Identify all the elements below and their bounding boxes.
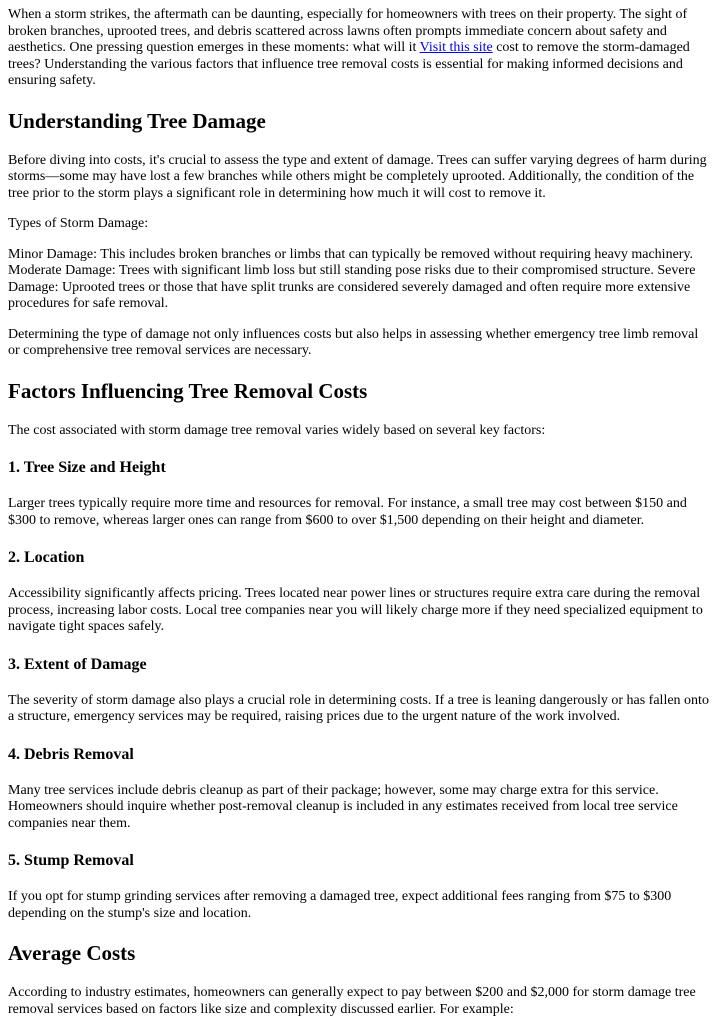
intro-text-start: When a storm strikes, the aftermath can be daunting, especially for homeowners with trees on their property. The sight of broken branches, uprooted trees, and debris scattered across lawns often prompts immediate concern about safety and aesthetics. One pressing question emerges in these moments: what will it <box>8 7 688 55</box>
factor-heading-extent: 3. Extent of Damage <box>8 655 147 673</box>
section-heading-tree-damage: Understanding Tree Damage <box>8 108 266 133</box>
section-heading-average-costs: Average Costs <box>8 941 136 965</box>
paragraph-cost-factors-intro: The cost associated with storm damage tree removal varies widely based on several key factors: <box>8 422 546 438</box>
factor-heading-debris: 4. Debris Removal <box>8 745 134 763</box>
factor-heading-stump: 5. Stump Removal <box>8 852 134 869</box>
factor-text-location: Accessibility significantly affects pricing. Trees located near power lines or structures require extra care during the removal process, increasing labor costs. Local tree companies near you will likely charge more if they need specialized equipment to navigate tight spaces safely. <box>8 586 703 634</box>
paragraph-assess-damage: Before diving into costs, it's crucial to assess the type and extent of damage. Trees can suffer varying degrees of harm during storms—some may have lost a few branches while others might be completely uprooted. Additionally, the condition of the tree prior to the storm plays a significant role in determining how much it will cost to remove it. <box>8 152 707 201</box>
intro-paragraph <box>8 7 711 90</box>
factor-heading-size: 1. Tree Size and Height <box>8 459 166 476</box>
factor-text-debris: Many tree services include debris cleanup as part of their package; however, some may charge extra for this service. Homeowners should inquire whether post-removal cleanup is included in any estimates received from local tree service companies near them. <box>8 782 678 831</box>
factor-heading-location: 2. Location <box>8 549 85 566</box>
paragraph-damage-types-label: Types of Storm Damage: <box>8 216 149 231</box>
factor-text-size: Larger trees typically require more time and resources for removal. For instance, a small tree may cost between $150 and $300 to remove, whereas larger ones can range from $600 to over $1,500 depending on their height and diameter. <box>8 496 687 528</box>
paragraph-damage-determination: Determining the type of damage not only influences costs but also helps in assessing whether emergency tree limb removal or comprehensive tree removal services are necessary. <box>8 326 699 358</box>
factor-text-extent: The severity of storm damage also plays a crucial role in determining costs. If a tree is leaning dangerously or has fallen onto a structure, emergency services may be required, raising prices due to the urgent nature of the work involved. <box>8 692 709 724</box>
section-heading-cost-factors: Factors Influencing Tree Removal Costs <box>8 378 368 403</box>
paragraph-damage-types: Minor Damage: This includes broken branches or limbs that can typically be removed without requiring heavy machinery. Moderate Damage: Trees with significant limb loss but still standing pose risks due to their compromised structure. Severe Damage: Uprooted trees or those that have split trunks are considered severely damaged and often require more extensive procedures for safe removal. <box>8 246 696 311</box>
article <box>0 7 720 1018</box>
visit-site-link[interactable]: Visit this site <box>419 40 493 55</box>
paragraph-average-costs: According to industry estimates, homeowners can generally expect to pay between $200 and $2,000 for storm damage tree removal services based on factors like size and complexity discussed earlier. For example: <box>8 985 696 1017</box>
intro-text-end: cost to remove the storm-damaged trees? Understanding the various factors that influence tree removal costs is essential for making informed decisions and ensuring safety. <box>8 40 690 88</box>
factor-text-stump: If you opt for stump grinding services after removing a damaged tree, expect additional fees ranging from $75 to $300 depending on the stump's size and location. <box>8 889 672 921</box>
